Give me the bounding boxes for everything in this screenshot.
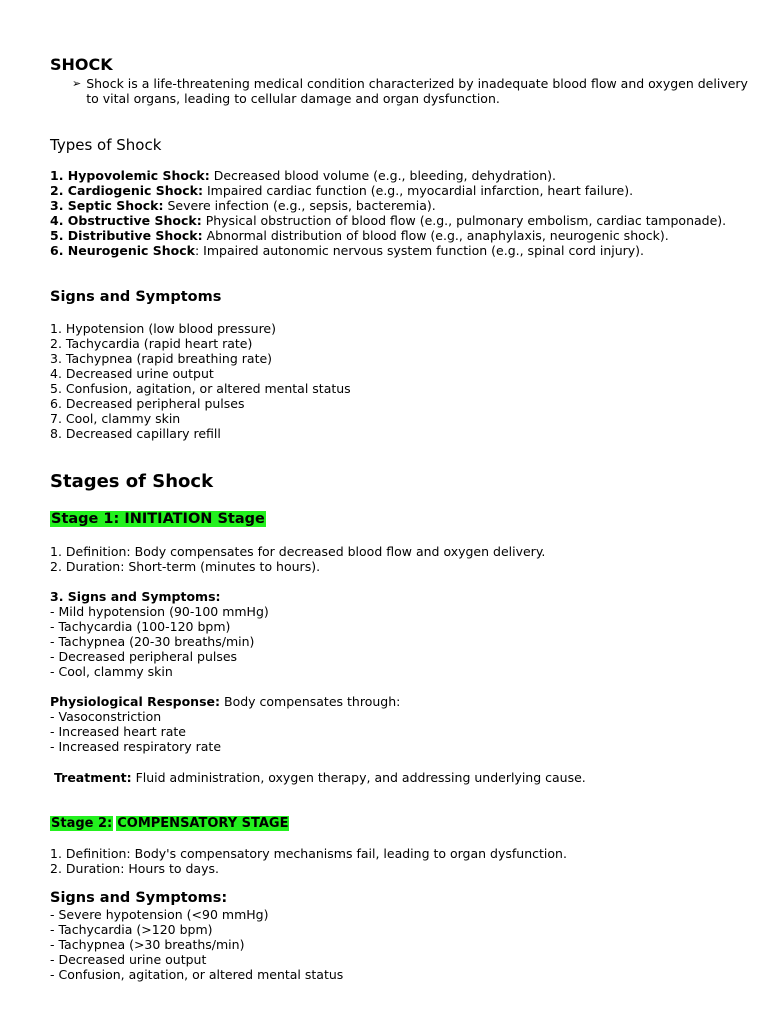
list-item: 3. Tachypnea (rapid breathing rate): [50, 351, 273, 366]
stage1-signs: [50, 589, 269, 679]
list-item: - Confusion, agitation, or altered mental status: [50, 967, 344, 982]
stage1-response-heading: Physiological Response: Body compensates through:: [50, 694, 401, 709]
list-item: 4. Obstructive Shock: Physical obstruction of blood flow (e.g., pulmonary embolism, cardiac tamponade).: [50, 213, 727, 228]
list-item: 3. Septic Shock: Severe infection (e.g., sepsis, bacteremia).: [50, 198, 436, 213]
document-title: SHOCK: [50, 55, 113, 74]
list-item: - Tachypnea (20-30 breaths/min): [50, 634, 255, 649]
list-item: - Increased heart rate: [50, 724, 186, 739]
stage1-definition: 1. Definition: Body compensates for decreased blood flow and oxygen delivery.: [50, 544, 546, 559]
list-item: 2. Tachycardia (rapid heart rate): [50, 336, 253, 351]
stage1-signs-heading: 3. Signs and Symptoms:: [50, 589, 221, 604]
list-item: - Tachypnea (>30 breaths/min): [50, 937, 245, 952]
list-item: - Tachycardia (>120 bpm): [50, 922, 213, 937]
stage2-definition: 1. Definition: Body's compensatory mechanisms fail, leading to organ dysfunction.: [50, 846, 567, 861]
stage2-duration: 2. Duration: Hours to days.: [50, 861, 219, 876]
list-item: 6. Decreased peripheral pulses: [50, 396, 245, 411]
list-item: 1. Hypotension (low blood pressure): [50, 321, 276, 336]
intro-text: Shock is a life-threatening medical condition characterized by inadequate blood flow and oxygen delivery to vital organs, leading to cellular damage and organ dysfunction.: [86, 76, 748, 106]
intro-paragraph: [72, 76, 752, 106]
stage2-title: Stage 2: COMPENSATORY STAGE: [51, 816, 289, 831]
stage2-signs: [50, 907, 343, 982]
arrow-bullet-icon: ➢: [72, 77, 82, 90]
list-item: 8. Decreased capillary refill: [50, 426, 221, 441]
types-list: [50, 168, 726, 258]
list-item: - Decreased peripheral pulses: [50, 649, 238, 664]
list-item: 1. Hypovolemic Shock: Decreased blood volume (e.g., bleeding, dehydration).: [50, 168, 556, 183]
list-item: 5. Distributive Shock: Abnormal distribution of blood flow (e.g., anaphylaxis, neurogenic shock).: [50, 228, 669, 243]
list-item: - Cool, clammy skin: [50, 664, 173, 679]
stage2-overview: [50, 846, 567, 876]
stage1-duration: 2. Duration: Short-term (minutes to hours).: [50, 559, 321, 574]
list-item: - Increased respiratory rate: [50, 739, 222, 754]
list-item: - Decreased urine output: [50, 952, 207, 967]
list-item: 7. Cool, clammy skin: [50, 411, 181, 426]
list-item: 6. Neurogenic Shock: Impaired autonomic nervous system function (e.g., spinal cord injury).: [50, 243, 645, 258]
list-item: - Mild hypotension (90-100 mmHg): [50, 604, 269, 619]
stage2-signs-heading: Signs and Symptoms:: [50, 890, 228, 906]
list-item: 2. Cardiogenic Shock: Impaired cardiac function (e.g., myocardial infarction, heart failure).: [50, 183, 634, 198]
stage1-overview: [50, 544, 545, 574]
stage1-treatment: Treatment: Fluid administration, oxygen therapy, and addressing underlying cause.: [54, 770, 586, 785]
stages-heading: Stages of Shock: [50, 471, 214, 492]
list-item: - Vasoconstriction: [50, 709, 162, 724]
list-item: - Severe hypotension (<90 mmHg): [50, 907, 269, 922]
list-item: 5. Confusion, agitation, or altered mental status: [50, 381, 351, 396]
stage1-response: [50, 694, 400, 754]
stage1-title: Stage 1: INITIATION Stage: [51, 511, 265, 527]
types-heading: Types of Shock: [50, 136, 162, 154]
list-item: 4. Decreased urine output: [50, 366, 214, 381]
signs-heading: Signs and Symptoms: [50, 289, 222, 305]
signs-list: [50, 321, 351, 441]
list-item: - Tachycardia (100-120 bpm): [50, 619, 231, 634]
